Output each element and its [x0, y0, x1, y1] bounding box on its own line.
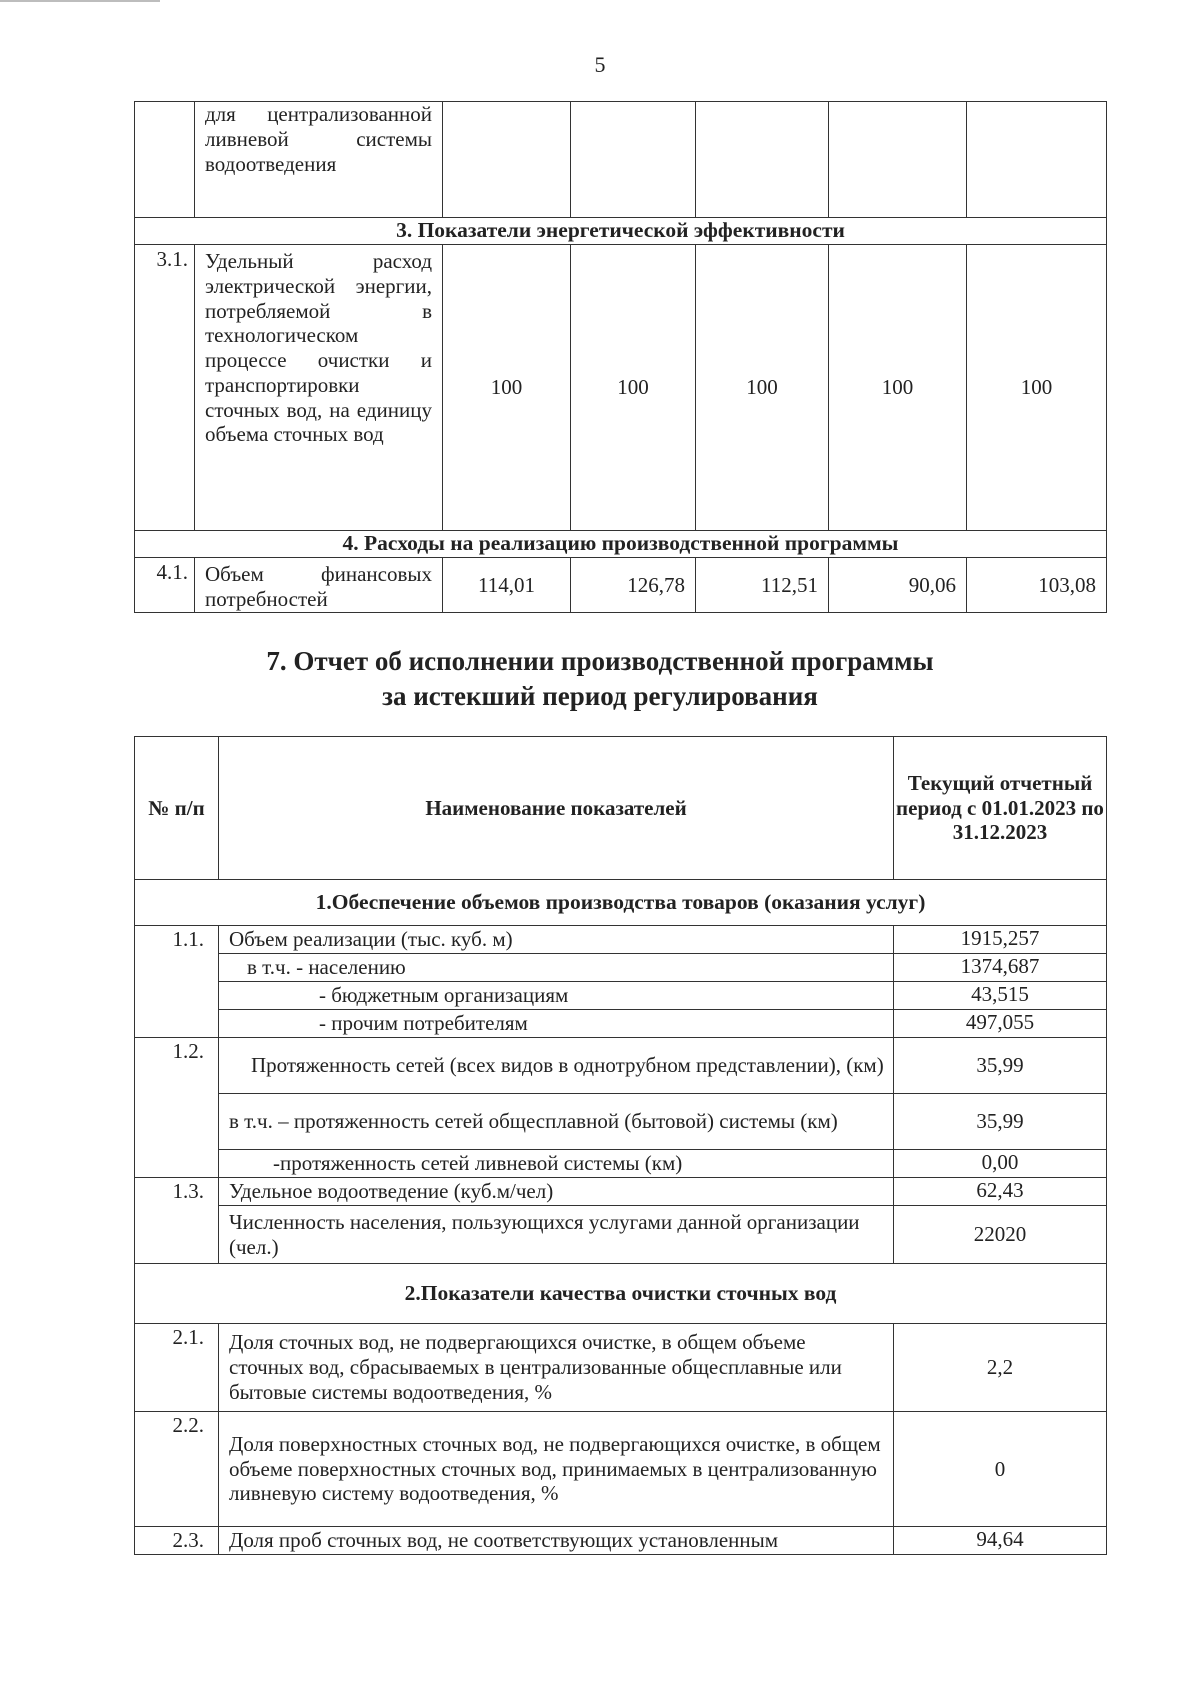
table-row — [135, 1324, 1107, 1412]
indicator-name: в т.ч. - населению — [219, 954, 894, 982]
header-row — [135, 737, 1107, 880]
value-cell: 114,01 — [443, 558, 571, 613]
row-description: для централизованной ливневой системы водоотведения — [195, 102, 443, 218]
row-number: 4.1. — [135, 558, 195, 613]
indicator-value: 62,43 — [894, 1178, 1107, 1206]
indicator-name: Объем реализации (тыс. куб. м) — [219, 926, 894, 954]
section-title: 4. Расходы на реализацию производственной программы — [135, 531, 1107, 558]
row-number: 1.1. — [135, 926, 219, 954]
indicator-name: -протяженность сетей ливневой системы (км) — [219, 1150, 894, 1178]
table-cell — [571, 102, 696, 218]
indicator-name: - прочим потребителям — [219, 1010, 894, 1038]
row-number — [135, 1094, 219, 1150]
table-row — [135, 982, 1107, 1010]
indicator-value: 1915,257 — [894, 926, 1107, 954]
table-row — [135, 1038, 1107, 1094]
table-row — [135, 1412, 1107, 1527]
indicator-name: в т.ч. – протяженность сетей общесплавной (бытовой) системы (км) — [219, 1094, 894, 1150]
table-row — [135, 1178, 1107, 1206]
indicator-name: Удельное водоотведение (куб.м/чел) — [219, 1178, 894, 1206]
section-heading — [0, 644, 1200, 714]
value-cell: 100 — [967, 245, 1107, 531]
indicator-value: 35,99 — [894, 1038, 1107, 1094]
row-number — [135, 954, 219, 982]
table-row — [135, 1094, 1107, 1150]
indicator-value: 497,055 — [894, 1010, 1107, 1038]
value-cell: 100 — [829, 245, 967, 531]
value-cell: 112,51 — [696, 558, 829, 613]
indicator-value: 2,2 — [894, 1324, 1107, 1412]
row-number: 1.2. — [135, 1038, 219, 1094]
section-title: 2.Показатели качества очистки сточных вод — [135, 1264, 1107, 1324]
indicator-name: Протяженность сетей (всех видов в однотрубном представлении), (км) — [219, 1038, 894, 1094]
row-number: 2.3. — [135, 1527, 219, 1555]
row-description: Объем финансовых потребностей — [195, 558, 443, 613]
header-period: Текущий отчетный период с 01.01.2023 по 31.12.2023 — [894, 737, 1107, 880]
header-num: № п/п — [135, 737, 219, 880]
indicator-value: 35,99 — [894, 1094, 1107, 1150]
indicator-value: 1374,687 — [894, 954, 1107, 982]
table-row — [135, 954, 1107, 982]
value-cell: 100 — [443, 245, 571, 531]
value-cell: 90,06 — [829, 558, 967, 613]
production-program-indicators-table — [134, 101, 1107, 613]
table-cell — [967, 102, 1107, 218]
table-cell — [135, 102, 195, 218]
page-number: 5 — [594, 52, 606, 77]
scan-edge-mark — [0, 0, 160, 2]
row-number: 2.2. — [135, 1412, 219, 1527]
row-number: 1.3. — [135, 1178, 219, 1206]
indicator-name: - бюджетным организациям — [219, 982, 894, 1010]
section-row — [135, 880, 1107, 926]
table-row — [135, 245, 1107, 531]
indicator-name: Доля поверхностных сточных вод, не подвергающихся очистке, в общем объеме поверхностных сточных вод, принимаемых в централизованную ливневую систему водоотведения, % — [219, 1412, 894, 1527]
indicator-value: 43,515 — [894, 982, 1107, 1010]
heading-line: 7. Отчет об исполнении производственной программы — [266, 646, 934, 676]
row-number — [135, 1206, 219, 1264]
row-number: 2.1. — [135, 1324, 219, 1412]
indicator-value: 0 — [894, 1412, 1107, 1527]
indicator-name: Доля проб сточных вод, не соответствующих установленным — [219, 1527, 894, 1555]
value-cell: 100 — [696, 245, 829, 531]
indicator-name: Численность населения, пользующихся услугами данной организации (чел.) — [219, 1206, 894, 1264]
row-number — [135, 982, 219, 1010]
table-row — [135, 1010, 1107, 1038]
value-cell: 100 — [571, 245, 696, 531]
table-cell — [443, 102, 571, 218]
section-row — [135, 531, 1107, 558]
indicator-value: 22020 — [894, 1206, 1107, 1264]
indicator-value: 0,00 — [894, 1150, 1107, 1178]
section-row — [135, 218, 1107, 245]
program-execution-report-table — [134, 736, 1107, 1555]
value-cell: 103,08 — [967, 558, 1107, 613]
table-row — [135, 1150, 1107, 1178]
table-row — [135, 926, 1107, 954]
heading-line: за истекший период регулирования — [382, 681, 818, 712]
row-number — [135, 1010, 219, 1038]
value-cell: 126,78 — [571, 558, 696, 613]
row-description: Удельный расход электрической энергии, потребляемой в технологическом процессе очистки и транспортировки сточных вод, на единицу объема сточных вод — [195, 245, 443, 531]
section-row — [135, 1264, 1107, 1324]
table-cell — [829, 102, 967, 218]
section-title: 3. Показатели энергетической эффективности — [135, 218, 1107, 245]
row-number: 3.1. — [135, 245, 195, 531]
table-cell — [696, 102, 829, 218]
table-row — [135, 102, 1107, 218]
indicator-name: Доля сточных вод, не подвергающихся очистке, в общем объеме сточных вод, сбрасываемых в централизованные общесплавные или бытовые системы водоотведения, % — [219, 1324, 894, 1412]
header-name: Наименование показателей — [219, 737, 894, 880]
table-row — [135, 1527, 1107, 1555]
table-row — [135, 558, 1107, 613]
section-title: 1.Обеспечение объемов производства товаров (оказания услуг) — [135, 880, 1107, 926]
indicator-value: 94,64 — [894, 1527, 1107, 1555]
table-row — [135, 1206, 1107, 1264]
row-number — [135, 1150, 219, 1178]
